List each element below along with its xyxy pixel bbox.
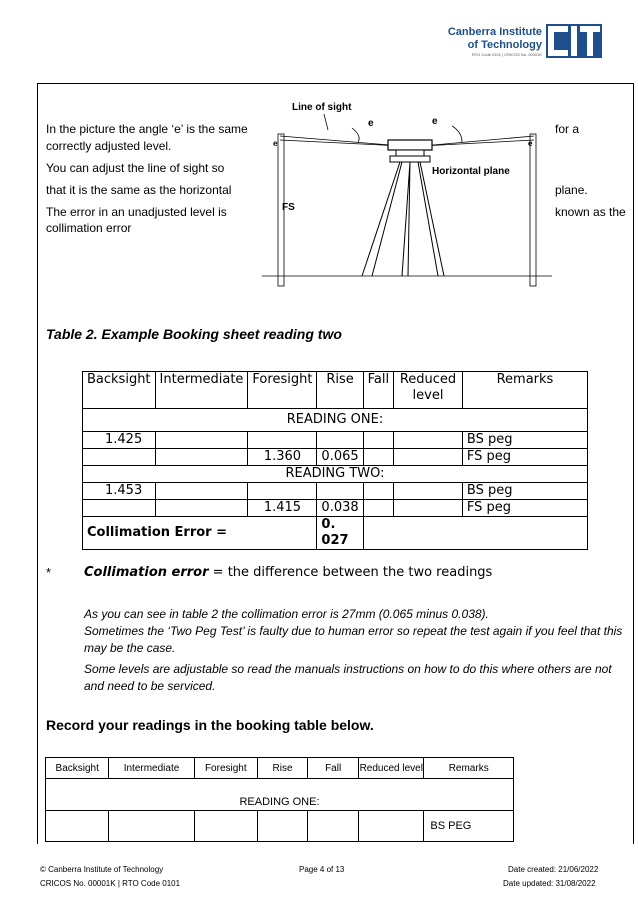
logo-line-2: of Technology	[467, 39, 542, 51]
horizontal-plane-label: Horizontal plane	[432, 166, 510, 177]
col-rise: Rise	[317, 372, 363, 409]
col-reduced-level: Reduced level	[394, 372, 463, 409]
reading-two-row: READING TWO:	[83, 466, 588, 483]
intro-line-1-right: for a	[555, 122, 580, 136]
rec-col-intermediate: Intermediate	[109, 758, 194, 779]
intro-line-6: collimation error	[46, 221, 132, 235]
rec-bs-peg: BS PEG	[424, 811, 514, 842]
rec-input-rise[interactable]	[257, 811, 307, 842]
r1-bs-remark: BS peg	[462, 432, 587, 449]
footer-cricos: CRICOS No. 00001K | RTO Code 0101	[40, 879, 181, 888]
r2-bs-remark: BS peg	[462, 483, 587, 500]
intro-line-5-right: known as the	[555, 205, 626, 219]
col-fall: Fall	[363, 372, 393, 409]
staff-right-icon	[530, 134, 536, 286]
rec-reading-one-row: READING ONE:	[46, 779, 514, 811]
col-remarks: Remarks	[462, 372, 587, 409]
collimation-label: Collimation Error =	[83, 517, 317, 550]
booking-table-record	[45, 757, 514, 842]
note-para-2: Some levels are adjustable so read the manuals instructions on how to do this where others are not and need to be serviced.	[84, 662, 612, 693]
footer-page: Page 4 of 13	[299, 865, 345, 874]
logo-small-print: RTO Code 0101 | CRICOS No. 00001K	[471, 52, 542, 57]
rec-input-backsight[interactable]	[46, 811, 109, 842]
intro-line-2: correctly adjusted level.	[46, 139, 172, 153]
tripod-icon	[362, 162, 444, 276]
cit-logo-icon	[546, 24, 602, 58]
footer-copyright: © Canberra Institute of Technology	[40, 865, 164, 874]
rec-col-backsight: Backsight	[46, 758, 109, 779]
rec-col-fall: Fall	[308, 758, 359, 779]
fs-label: FS	[282, 202, 295, 213]
intro-line-5: The error in an unadjusted level is	[46, 205, 227, 219]
reading-one-row: READING ONE:	[83, 409, 588, 432]
note-para-1b: Sometimes the ‘Two Peg Test’ is faulty due to human error so repeat the test again if you feel that this may be the case.	[84, 624, 623, 655]
footer-created: Date created: 21/06/2022	[508, 865, 599, 874]
logo-text	[448, 26, 542, 58]
r2-fs: 1.415	[248, 500, 317, 517]
rec-input-foresight[interactable]	[194, 811, 257, 842]
r1-bs: 1.425	[83, 432, 156, 449]
collimation-value: 0. 027	[317, 517, 363, 550]
note-term: Collimation error	[84, 565, 209, 580]
intro-line-4: that it is the same as the horizontal	[46, 183, 232, 197]
r2-rise: 0.038	[317, 500, 363, 517]
note-bullet: *	[46, 565, 52, 580]
record-heading: Record your readings in the booking table below.	[46, 717, 374, 733]
rec-col-remarks: Remarks	[424, 758, 514, 779]
level-telescope-icon	[388, 140, 432, 150]
r1-fs-remark: FS peg	[462, 449, 587, 466]
angle-e-label-2: e	[432, 116, 438, 127]
table2-caption: Table 2. Example Booking sheet reading two	[46, 326, 342, 342]
r2-fs-remark: FS peg	[462, 500, 587, 517]
logo-line-1: Canberra Institute	[447, 26, 542, 38]
intro-line-3: You can adjust the line of sight so	[46, 161, 225, 175]
footer-updated: Date updated: 31/08/2022	[503, 879, 596, 888]
e-staff-left: e	[273, 139, 278, 148]
col-intermediate: Intermediate	[155, 372, 248, 409]
booking-table-example	[82, 371, 588, 550]
r2-bs: 1.453	[83, 483, 156, 500]
intro-line-4-right: plane.	[555, 183, 588, 197]
note-definition	[84, 565, 492, 580]
rec-col-rise: Rise	[257, 758, 307, 779]
r1-fs: 1.360	[248, 449, 317, 466]
col-backsight: Backsight	[83, 372, 156, 409]
col-foresight: Foresight	[248, 372, 317, 409]
e-staff-right: e	[528, 139, 533, 148]
rec-col-foresight: Foresight	[194, 758, 257, 779]
intro-line-1: In the picture the angle ‘e’ is the same	[46, 122, 248, 136]
note-para-1a: As you can see in table 2 the collimation error is 27mm (0.065 minus 0.038).	[84, 607, 489, 621]
rec-input-fall[interactable]	[308, 811, 359, 842]
rec-input-intermediate[interactable]	[109, 811, 194, 842]
level-diagram	[262, 96, 552, 292]
note-rest: = the difference between the two readings	[208, 565, 493, 580]
r1-rise: 0.065	[317, 449, 363, 466]
rec-col-reduced-level: Reduced level	[359, 758, 424, 779]
line-of-sight-label: Line of sight	[292, 102, 352, 113]
angle-e-label-1: e	[368, 118, 374, 129]
rec-input-reduced-level[interactable]	[359, 811, 424, 842]
